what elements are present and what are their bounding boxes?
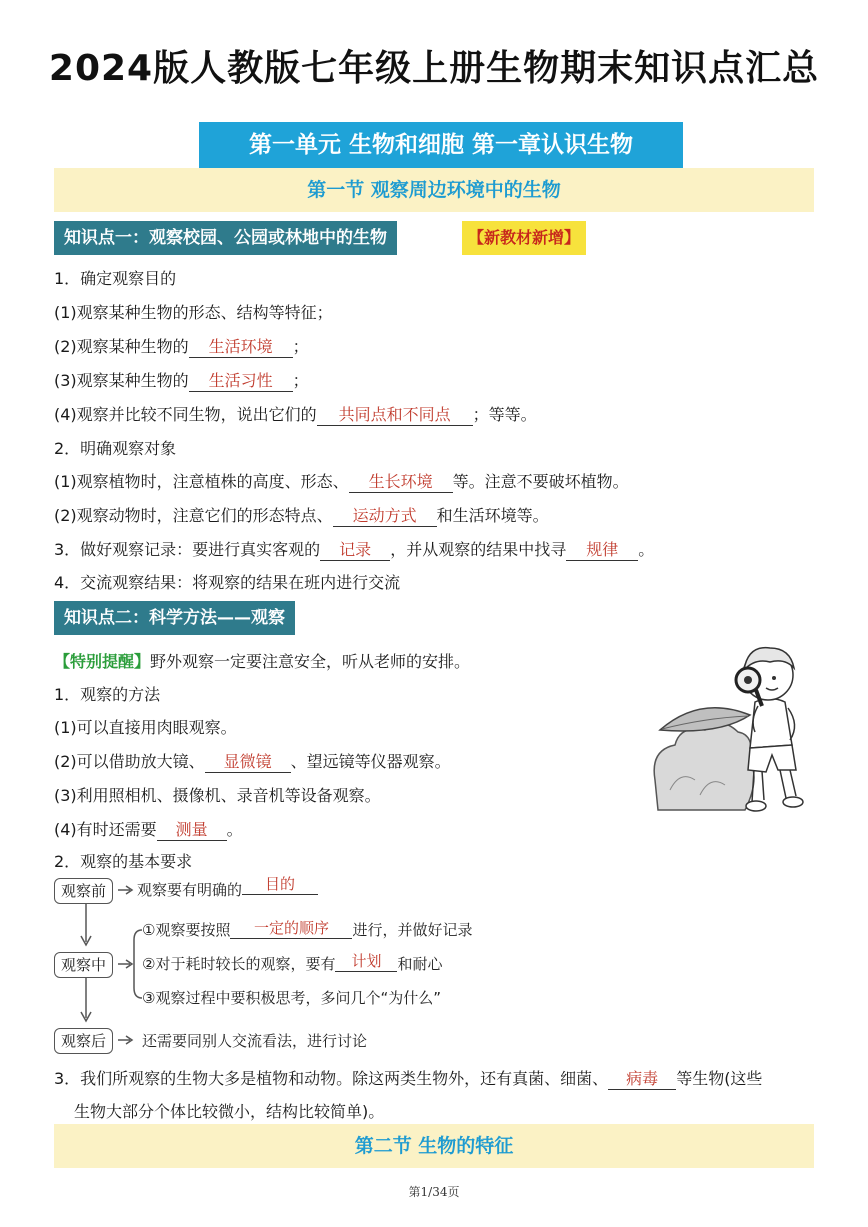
text: 等生物(这些 xyxy=(676,1069,763,1088)
answer-blank: 运动方式 xyxy=(333,506,437,527)
list-item: (3)利用照相机、摄像机、录音机等设备观察。 xyxy=(54,786,381,805)
unit-heading: 第一单元 生物和细胞 第一章认识生物 xyxy=(199,122,683,168)
reminder-label: 【特别提醒】 xyxy=(54,652,151,671)
boy-magnifier-illustration xyxy=(650,640,820,820)
flow-during-box: 观察中 xyxy=(54,952,113,978)
page-title: 2024版人教版七年级上册生物期末知识点汇总 xyxy=(48,48,820,89)
text: 3．我们所观察的生物大多是植物和动物。除这两类生物外，还有真菌、细菌、 xyxy=(54,1069,609,1088)
text: 。 xyxy=(638,540,655,559)
list-item: 4．交流观察结果：将观察的结果在班内进行交流 xyxy=(54,573,401,592)
text: ②对于耗时较长的观察，要有 xyxy=(142,955,336,973)
knowledge-point-1-bar: 知识点一：观察校园、公园或林地中的生物 xyxy=(54,221,397,255)
section-heading-2: 第二节 生物的特征 xyxy=(54,1124,814,1168)
text: ，并从观察的结果中找寻 xyxy=(390,540,567,559)
text: 野外观察一定要注意安全，听从老师的安排。 xyxy=(150,652,471,671)
list-item xyxy=(54,1068,762,1090)
list-item xyxy=(54,336,309,358)
text: (2)观察动物时，注意它们的形态特点、 xyxy=(54,506,333,525)
text: ①观察要按照 xyxy=(142,921,231,939)
list-item xyxy=(54,404,537,426)
text: 。 xyxy=(226,820,243,839)
text: 观察要有明确的 xyxy=(137,881,243,899)
text: 3．做好观察记录：要进行真实客观的 xyxy=(54,540,321,559)
section-heading-1: 第一节 观察周边环境中的生物 xyxy=(54,168,814,212)
flow-during-item-2 xyxy=(142,953,442,975)
answer-blank: 计划 xyxy=(335,951,397,972)
list-item xyxy=(54,539,654,561)
text: 进行，并做好记录 xyxy=(352,921,473,939)
answer-blank: 目的 xyxy=(242,874,318,895)
flow-during-item-3: ③观察过程中要积极思考，多问几个“为什么” xyxy=(142,989,441,1007)
list-item xyxy=(54,370,309,392)
answer-blank: 规律 xyxy=(566,540,638,561)
list-item-continuation: 生物大部分个体比较微小，结构比较简单)。 xyxy=(74,1102,385,1121)
answer-blank: 共同点和不同点 xyxy=(317,405,473,426)
text: (2)可以借助放大镜、 xyxy=(54,752,205,771)
list-item xyxy=(54,471,629,493)
flow-before-text xyxy=(137,875,318,901)
answer-blank: 记录 xyxy=(320,540,390,561)
text: ；等等。 xyxy=(472,405,537,424)
text: (3)观察某种生物的 xyxy=(54,371,189,390)
answer-blank: 一定的顺序 xyxy=(230,918,352,939)
answer-blank: 生活环境 xyxy=(189,337,293,358)
answer-blank: 生长环境 xyxy=(349,472,453,493)
knowledge-point-2-bar: 知识点二：科学方法——观察 xyxy=(54,601,295,635)
new-content-tag: 【新教材新增】 xyxy=(462,221,586,255)
answer-blank: 测量 xyxy=(157,820,227,841)
text: (2)观察某种生物的 xyxy=(54,337,189,356)
list-item xyxy=(54,819,243,841)
list-item: (1)观察某种生物的形态、结构等特征； xyxy=(54,303,333,322)
list-item: 1．确定观察目的 xyxy=(54,269,177,288)
text: ； xyxy=(292,337,309,356)
text: 等。注意不要破坏植物。 xyxy=(452,472,629,491)
text: 和耐心 xyxy=(397,955,443,973)
list-item: 1．观察的方法 xyxy=(54,685,161,704)
list-item xyxy=(54,505,549,527)
page-number: 第1/34页 xyxy=(408,1185,460,1199)
list-item: 2．明确观察对象 xyxy=(54,439,177,458)
answer-blank: 生活习性 xyxy=(189,371,293,392)
text: (1)观察植物时，注意植株的高度、形态、 xyxy=(54,472,349,491)
text: (4)有时还需要 xyxy=(54,820,157,839)
answer-blank: 显微镜 xyxy=(205,752,291,773)
text: (4)观察并比较不同生物，说出它们的 xyxy=(54,405,317,424)
list-item: (1)可以直接用肉眼观察。 xyxy=(54,718,237,737)
special-reminder xyxy=(54,651,470,673)
answer-blank: 病毒 xyxy=(608,1069,676,1090)
flow-after-text: 还需要同别人交流看法，进行讨论 xyxy=(142,1032,368,1050)
list-item xyxy=(54,751,451,773)
flow-during-item-1 xyxy=(142,919,472,941)
flow-after-box: 观察后 xyxy=(54,1028,113,1054)
text: 、望远镜等仪器观察。 xyxy=(290,752,451,771)
text: ； xyxy=(292,371,309,390)
flow-before-box: 观察前 xyxy=(54,878,113,904)
list-item: 2．观察的基本要求 xyxy=(54,852,193,871)
text: 和生活环境等。 xyxy=(436,506,549,525)
